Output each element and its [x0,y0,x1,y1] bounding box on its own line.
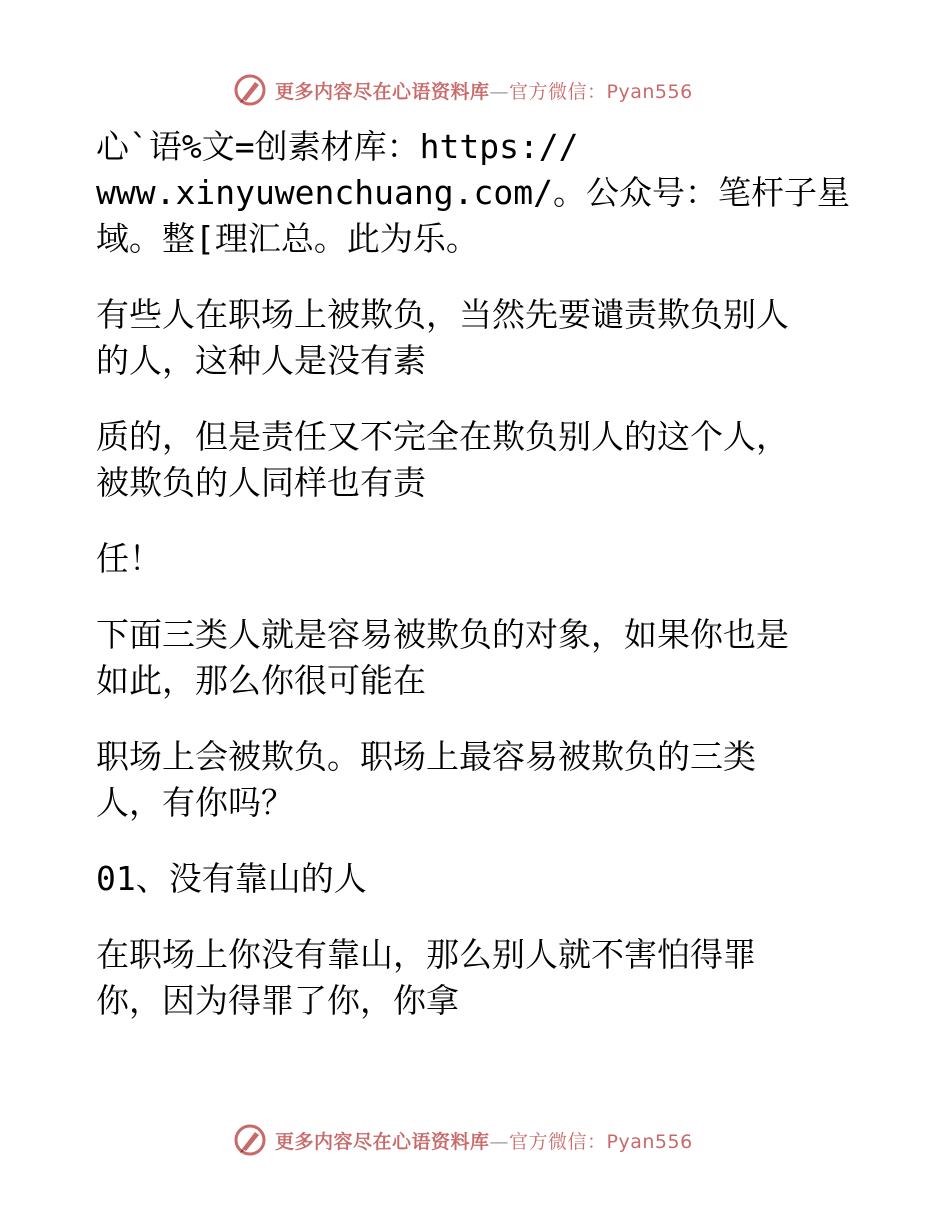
paragraph [96,292,836,384]
pen-circle-icon [233,73,267,107]
text-line: 质的，但是责任又不完全在欺负别人的这个人， [96,417,789,456]
document-body [96,124,850,1024]
paragraph-gap [96,506,836,536]
paragraph [96,932,836,1024]
footer-wechat: 官方微信：Pyan556 [509,1130,693,1153]
paragraph-gap [96,262,836,292]
text-line: 下面三类人就是容易被欺负的对象，如果你也是 [96,615,789,654]
text-line: 的人，这种人是没有素 [96,341,426,380]
paragraph [96,734,836,826]
paragraph-gap [96,582,836,612]
text-line: 01、没有靠山的人 [96,859,367,898]
paragraph [96,124,850,262]
paragraph-gap [96,826,836,856]
footer-banner [233,1120,693,1160]
paragraph-gap [96,902,836,932]
text-line: 职场上会被欺负。职场上最容易被欺负的三类 [96,737,756,776]
header-brand: 更多内容尽在心语资料库 [275,80,490,103]
text-line: 人，有你吗？ [96,783,294,822]
header-dash: — [489,80,510,103]
footer-banner-text [275,1127,693,1154]
text-line: 如此，那么你很可能在 [96,661,426,700]
text-line: 域。整[理汇总。此为乐。 [96,219,479,258]
paragraph [96,612,836,704]
text-line: 有些人在职场上被欺负，当然先要谴责欺负别人 [96,295,789,334]
paragraph [96,536,836,582]
paragraph [96,856,836,902]
header-banner [233,70,693,110]
paragraph-gap [96,384,836,414]
pen-circle-icon [233,1123,267,1157]
text-line: 被欺负的人同样也有责 [96,463,426,502]
text-line: 心`语%文=创素材库：https:// [96,127,579,166]
paragraph [96,414,836,506]
footer-brand: 更多内容尽在心语资料库 [275,1130,490,1153]
paragraph-gap [96,704,836,734]
footer-dash: — [489,1130,510,1153]
text-line: 你，因为得罪了你，你拿 [96,981,459,1020]
text-line: 任！ [96,539,162,578]
header-banner-text [275,77,693,104]
text-line: 在职场上你没有靠山，那么别人就不害怕得罪 [96,935,756,974]
text-line: www.xinyuwenchuang.com/。公众号：笔杆子星 [96,173,850,212]
header-wechat: 官方微信：Pyan556 [509,80,693,103]
